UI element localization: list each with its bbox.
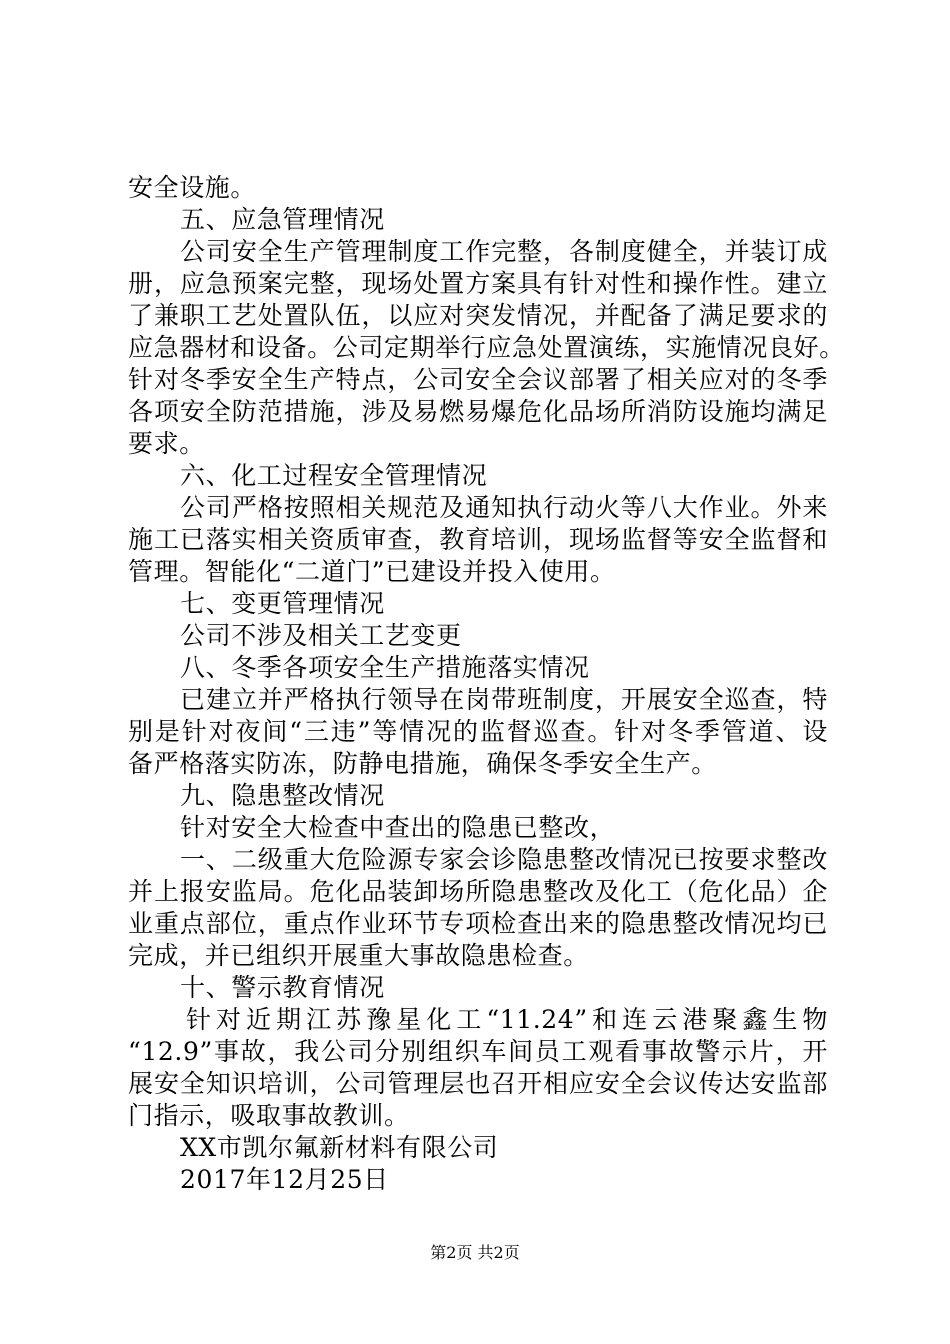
text-line: 施工已落实相关资质审查，教育培训，现场监督等安全监督和: [128, 525, 828, 554]
section-heading: 六、化工过程安全管理情况: [180, 461, 488, 490]
text-line: 管理。智能化“二道门”已建设并投入使用。: [128, 557, 616, 586]
text-line: 针对近期江苏豫星化工“11.24”和连云港聚鑫生物: [186, 1005, 828, 1034]
page-footer: 第2页 共2页: [430, 1243, 520, 1262]
text-line: 应急器材和设备。公司定期举行应急处置演练，实施情况良好。: [128, 333, 845, 362]
text-line: 业重点部位，重点作业环节专项检查出来的隐患整改情况均已: [128, 909, 828, 938]
text-line: 公司不涉及相关工艺变更: [180, 621, 462, 650]
text-line: 已建立并严格执行领导在岗带班制度，开展安全巡查，特: [180, 685, 828, 714]
text-line: 备严格落实防冻，防静电措施，确保冬季安全生产。: [128, 749, 717, 778]
text-line: 公司严格按照相关规范及通知执行动火等八大作业。外来: [180, 493, 828, 522]
text-line: 册，应急预案完整，现场处置方案具有针对性和操作性。建立: [128, 269, 828, 298]
document-body: [128, 172, 845, 1196]
text-line: 针对冬季安全生产特点，公司安全会议部署了相关应对的冬季: [128, 365, 828, 394]
company-signature: XX市凯尔氟新材料有限公司: [180, 1133, 499, 1162]
text-line: 各项安全防范措施，涉及易燃易爆危化品场所消防设施均满足: [128, 397, 828, 426]
section-heading: 五、应急管理情况: [180, 205, 385, 234]
text-line: 并上报安监局。危化品装卸场所隐患整改及化工（危化品）企: [128, 877, 828, 906]
text-line: 展安全知识培训，公司管理层也召开相应安全会议传达安监部: [128, 1069, 828, 1098]
text-line: 一、二级重大危险源专家会诊隐患整改情况已按要求整改: [180, 845, 828, 874]
section-heading: 七、变更管理情况: [180, 589, 385, 618]
section-heading: 八、冬季各项安全生产措施落实情况: [180, 653, 590, 682]
date-line: 2017年12月25日: [180, 1165, 389, 1194]
text-line: 要求。: [128, 429, 205, 458]
text-line: 完成，并已组织开展重大事故隐患检查。: [128, 941, 589, 970]
text-line: 针对安全大检查中查出的隐患已整改，: [180, 813, 616, 842]
text-line: 别是针对夜间“三违”等情况的监督巡查。针对冬季管道、设: [128, 717, 828, 746]
text-line: 公司安全生产管理制度工作完整，各制度健全，并装订成: [180, 237, 828, 266]
text-line: 安全设施。: [128, 173, 257, 202]
text-line: 门指示，吸取事故教训。: [128, 1101, 410, 1130]
section-heading: 九、隐患整改情况: [180, 781, 385, 810]
text-line: “12.9”事故，我公司分别组织车间员工观看事故警示片，开: [128, 1037, 828, 1066]
section-heading: 十、警示教育情况: [180, 973, 385, 1002]
text-line: 了兼职工艺处置队伍，以应对突发情况，并配备了满足要求的: [128, 301, 828, 330]
